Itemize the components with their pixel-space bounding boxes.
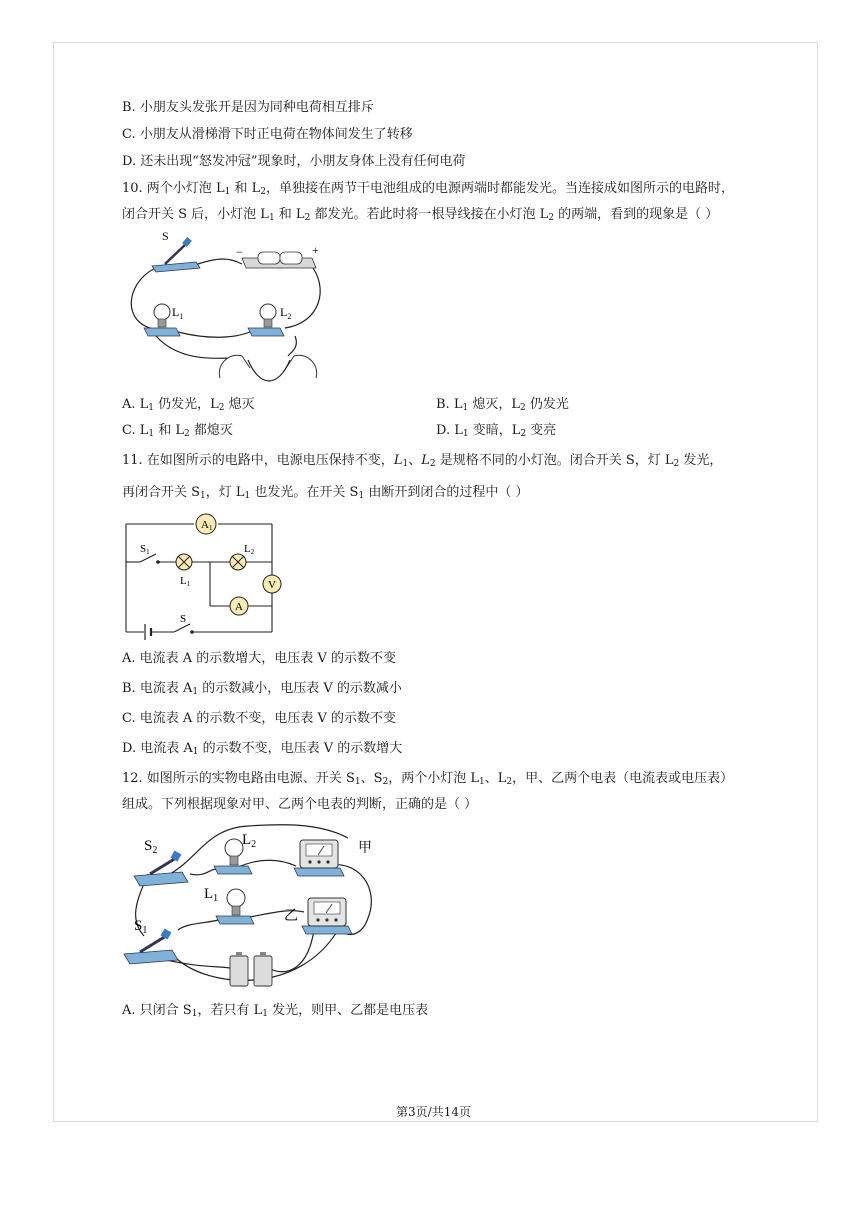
q11-lamp-l2 (230, 554, 246, 570)
q12-meter-jia (294, 840, 372, 876)
q11-label-s1: S1 (140, 543, 150, 556)
q12-lamp-l1 (204, 886, 254, 924)
q11-switch-s (190, 630, 194, 634)
svg-text:V: V (268, 579, 276, 591)
q11-option-a: A. 电流表 A 的示数增大，电压表 V 的示数不变 (122, 651, 396, 666)
q12-label-yi: 乙 (284, 909, 298, 924)
q12-label-jia: 甲 (358, 841, 372, 856)
q10-circuit-figure (120, 228, 340, 388)
q11-stem-line2: 再闭合开关 $S_1$，灯 $L_1$ 也发光。在开关 $S_1$ 由断开到闭合的过程中（ ） (122, 485, 529, 501)
q11-label-s: S (180, 613, 187, 625)
q10-label-plus: + (312, 243, 319, 257)
q10-stem-line1: 10. 两个小灯泡 $L_1$ 和 $L_2$，单独接在两节干电池组成的电源两端时都能发光。当连接成如图所示的电路时， (122, 181, 734, 197)
q9-option-b: B. 小朋友头发张开是因为同种电荷相互排斥 (122, 100, 374, 115)
q10-option-d: D. $L_1$ 变暗，$L_2$ 变亮 (436, 423, 557, 439)
q10-option-c: C. $L_1$ 和 $L_2$ 都熄灭 (122, 423, 233, 439)
q11-stem-line1: 11. 在如图所示的电路中，电源电压保持不变，$L_1$、$L_2$ 是规格不同的小灯泡。闭合开关 S，灯 $L_2$ 发光， (122, 453, 723, 469)
q10-hands-with-wire (219, 355, 316, 381)
q12-meter-yi (284, 898, 352, 934)
q12-stem-line2: 组成。下列根据现象对甲、乙两个电表的判断，正确的是（ ） (122, 797, 478, 812)
q9-option-d: D. 还未出现“怒发冲冠”现象时，小朋友身体上没有任何电荷 (122, 154, 466, 169)
q12-lamp-l2 (214, 832, 256, 874)
q10-lamp-l2 (248, 304, 291, 336)
q11-lamp-l1 (176, 554, 192, 570)
q11-option-b: B. 电流表 $A_1$ 的示数减小，电压表 V 的示数减小 (122, 681, 402, 697)
q12-circuit-figure (118, 818, 388, 998)
q11-switch-s1 (156, 560, 160, 564)
q10-switch-s (152, 229, 200, 272)
q11-circuit-figure (118, 510, 288, 640)
q12-switch-s1 (124, 918, 178, 964)
q9-option-c: C. 小朋友从滑梯滑下时正电荷在物体间发生了转移 (122, 127, 413, 142)
q11-voltmeter-v (263, 575, 281, 593)
page-footer: 第3页/共14页 (396, 1105, 471, 1119)
q11-ammeter-a (230, 597, 248, 615)
q10-stem-line2: 闭合开关 S 后，小灯泡 $L_1$ 和 $L_2$ 都发光。若此时将一根导线接在小灯泡 $L_2$ 的两端，看到的现象是（ ） (122, 207, 719, 223)
q10-label-minus: − (236, 245, 243, 259)
q12-option-a: A. 只闭合 $S_1$，若只有 $L_1$ 发光，则甲、乙都是电压表 (122, 1003, 429, 1019)
q11-option-c: C. 电流表 A 的示数不变，电压表 V 的示数不变 (122, 711, 397, 726)
q12-stem-line1: 12. 如图所示的实物电路由电源、开关 $S_1$、$S_2$，两个小灯泡 $L_1$、$L_2$，甲、乙两个电表（电流表或电压表） (122, 771, 734, 787)
q10-label-l2: $L_2$ (280, 305, 292, 321)
q10-option-b: B. $L_1$ 熄灭，$L_2$ 仍发光 (436, 397, 569, 413)
svg-text:A1: A1 (201, 519, 213, 532)
q10-battery-box (236, 243, 319, 268)
q11-option-d: D. 电流表 $A_1$ 的示数不变，电压表 V 的示数增大 (122, 741, 403, 757)
q11-label-l1: L1 (180, 575, 191, 588)
q12-batteries (230, 952, 272, 986)
svg-text:A: A (235, 601, 243, 613)
q10-option-a: A. $L_1$ 仍发光，$L_2$ 熄灭 (122, 397, 255, 413)
svg-text:S1: $S_1$ (134, 918, 148, 936)
q12-switch-s2 (134, 838, 188, 886)
q10-label-l1: $L_1$ (172, 305, 184, 321)
svg-text:L1: $L_1$ (204, 886, 219, 904)
q10-label-s: S (162, 229, 169, 243)
q11-ammeter-a1 (196, 514, 216, 534)
q11-label-l2: L2 (244, 543, 255, 556)
svg-text:S2: $S_2$ (144, 838, 158, 856)
q10-lamp-l1 (144, 304, 183, 336)
svg-text:L2: $L_2$ (242, 832, 257, 850)
